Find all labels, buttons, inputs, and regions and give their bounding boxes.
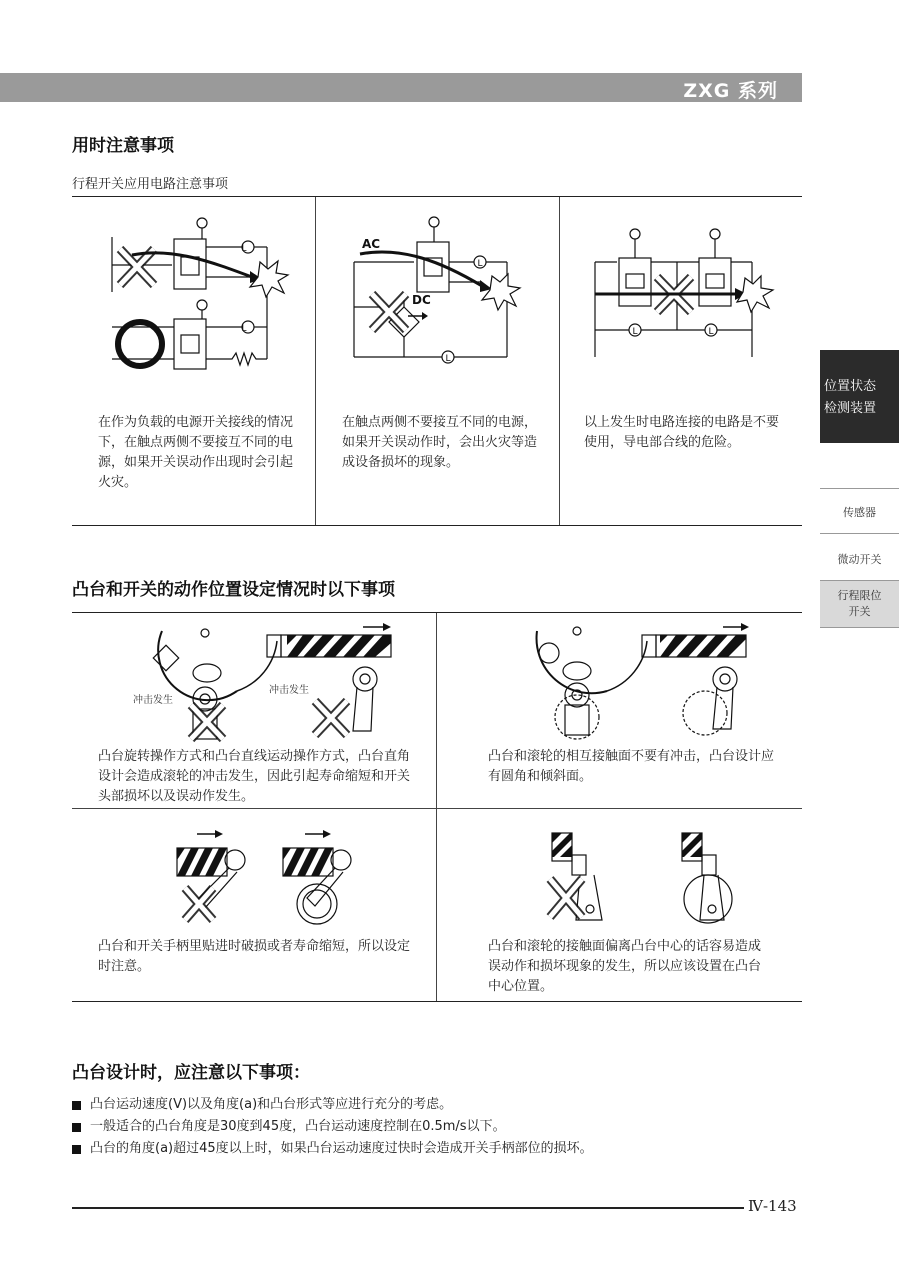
load-label: L: [241, 324, 247, 334]
ac-label: AC: [362, 237, 381, 251]
cam-center-diagram: [542, 825, 742, 935]
header-bar: [0, 73, 802, 102]
load-label: L: [241, 244, 247, 254]
circuit-diagram-1: [102, 207, 302, 387]
cam-note-4: 凸台和滚轮的接触面偏离凸台中心的话容易造成误动作和损坏现象的发生，所以应该设置在凸台中心位置。: [488, 939, 762, 994]
load-label: L: [445, 354, 451, 364]
footer-rule: [72, 1207, 744, 1209]
sidebar-item-sensor[interactable]: 传感器: [843, 506, 876, 519]
dc-label: DC: [412, 293, 431, 307]
cam-design-notes: [72, 1094, 593, 1160]
cam-impact-diagram: [127, 621, 417, 746]
series-title: ZXG 系列: [683, 80, 778, 102]
cam-note-3: 凸台和开关手柄里贴进时破损或者寿命缩短，所以设定时注意。: [98, 939, 411, 974]
circuit-notes-panel: [72, 196, 802, 526]
page-number: Ⅳ-143: [748, 1197, 797, 1215]
list-item: 凸台的角度(a)超过45度以上时，如果凸台运动速度过快时会造成开关手柄部位的损坏。: [72, 1138, 593, 1160]
circuit-note-2: 在触点两侧不要接互不同的电源，如果开关误动作时，会出火灾等造成设备损坏的现象。: [342, 415, 538, 470]
load-label: L: [632, 327, 638, 337]
sidebar-item-limit-switch[interactable]: 行程限位 开关: [820, 581, 899, 627]
cam-rounded-diagram: [527, 621, 767, 746]
cam-note-2: 凸台和滚轮的相互接触面不要有冲击，凸台设计应有圆角和倾斜面。: [488, 749, 775, 784]
impact-label-2: 冲击发生: [269, 685, 309, 696]
circuit-diagram-3: [587, 222, 787, 362]
impact-label-1: 冲击发生: [133, 695, 173, 706]
sidebar-item-micro-switch[interactable]: 微动开关: [837, 553, 882, 566]
list-item: 一般适合的凸台角度是30度到45度，凸台运动速度控制在0.5m/s以下。: [72, 1116, 593, 1138]
section1-title: 用时注意事项: [72, 136, 174, 156]
circuit-diagram-2: [342, 212, 552, 382]
load-label: L: [477, 259, 483, 269]
sidebar-active-category[interactable]: 位置状态 检测装置: [820, 350, 899, 443]
section1-subtitle: 行程开关应用电路注意事项: [72, 177, 229, 192]
cam-note-1: 凸台旋转操作方式和凸台直线运动操作方式，凸台直角设计会造成滚轮的冲击发生，因此引起寿命缩短和开关头部损坏以及误动作发生。: [98, 749, 411, 804]
list-item: 凸台运动速度(V)以及角度(a)和凸台形式等应进行充分的考虑。: [72, 1094, 593, 1116]
cam-notes-panel: [72, 612, 802, 1002]
section2-title: 凸台和开关的动作位置设定情况时以下事项: [72, 580, 395, 600]
load-label: L: [708, 327, 714, 337]
circuit-note-3: 以上发生时电路连接的电路是不要使用，导电部合线的危险。: [584, 415, 780, 450]
circuit-note-1: 在作为负载的电源开关接线的情况下，在触点两侧不要接互不同的电源，如果开关误动作出现时会引起火灾。: [98, 415, 294, 490]
cam-lever-diagram: [167, 828, 367, 928]
section3-title: 凸台设计时，应注意以下事项：: [72, 1063, 310, 1083]
